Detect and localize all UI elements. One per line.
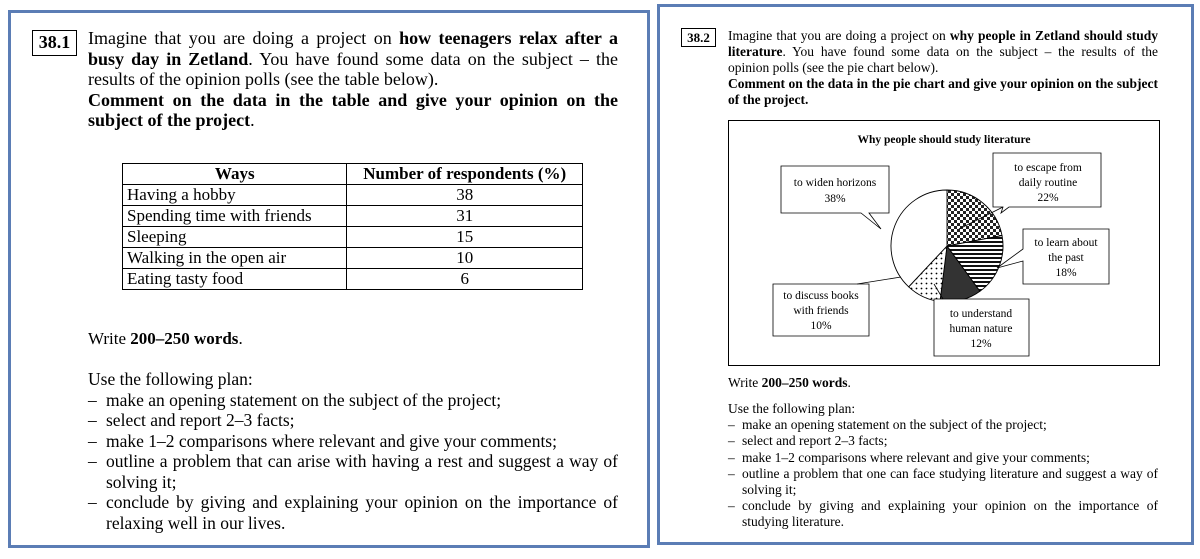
plan-item: – outline a problem that can arise with having a rest and suggest a way of solving it;: [88, 451, 618, 492]
word-count-line: Write 200–250 words.: [88, 329, 243, 348]
value-books: 10%: [810, 320, 832, 332]
value-widen-horizons: 38%: [824, 193, 846, 205]
intro-text: Imagine that you are doing a project on: [728, 28, 950, 43]
table-cell-way: Eating tasty food: [123, 269, 347, 290]
pie-chart-box: [728, 120, 1160, 366]
label-past-line1: to learn about: [1034, 237, 1098, 249]
plan-title: Use the following plan:: [88, 369, 253, 389]
word-count: 200–250 words: [761, 375, 848, 390]
plan-title: Use the following plan:: [728, 401, 856, 416]
callout-discuss-books: [773, 277, 901, 336]
label-escape-line1: to escape from: [1014, 162, 1082, 174]
plan-item: – make 1–2 comparisons where relevant and give your comments;: [88, 431, 618, 452]
table-cell-value: 38: [347, 185, 583, 206]
table-cell-way: Having a hobby: [123, 185, 347, 206]
callout-widen-horizons: [781, 166, 889, 229]
table-header-row: [123, 164, 583, 185]
table-cell-value: 31: [347, 206, 583, 227]
word-count-line-2: Write 200–250 words.: [728, 375, 851, 390]
project-topic: how teenagers relax after a busy day in Zetland: [88, 28, 619, 69]
table-header-respondents: Number of respondents (%): [347, 164, 583, 185]
ways-table: [122, 163, 583, 290]
plan-item: – make an opening statement on the subject of the project;: [728, 417, 1158, 433]
instruction-end: .: [250, 110, 255, 130]
plan-list: [88, 390, 618, 534]
intro-text: Imagine that you are doing a project on: [88, 28, 400, 48]
plan-item: – select and report 2–3 facts;: [728, 433, 1158, 449]
label-books-line2: with friends: [793, 305, 849, 317]
callout-learn-past: [997, 229, 1109, 284]
task-number-38-1: 38.1: [32, 30, 77, 56]
plan-section-2: [728, 401, 1158, 531]
table-row: [123, 248, 583, 269]
pie-slices: [891, 190, 1003, 302]
intro-text-end: . You have found some data on the subject – the results of the opinion polls (see the table below).: [88, 48, 618, 89]
label-past-line2: the past: [1048, 252, 1084, 264]
table-cell-way: Sleeping: [123, 227, 347, 248]
instruction: Comment on the data in the table and give your opinion on the subject of the project: [88, 89, 618, 130]
plan-item: – conclude by giving and explaining your opinion on the importance of studying literature.: [728, 498, 1158, 530]
table-cell-value: 6: [347, 269, 583, 290]
table-row: [123, 227, 583, 248]
table-cell-way: Spending time with friends: [123, 206, 347, 227]
task-38-1-text: [88, 28, 618, 131]
task-number-38-2: 38.2: [681, 28, 716, 47]
chart-title: Why people should study literature: [857, 134, 1031, 146]
plan-item: – conclude by giving and explaining your opinion on the importance of relaxing well in our lives.: [88, 492, 618, 533]
table-cell-value: 15: [347, 227, 583, 248]
table-cell-value: 10: [347, 248, 583, 269]
value-past: 18%: [1055, 267, 1077, 279]
label-escape-line2: daily routine: [1018, 177, 1078, 189]
table-cell-way: Walking in the open air: [123, 248, 347, 269]
plan-item: – make 1–2 comparisons where relevant and give your comments;: [728, 450, 1158, 466]
project-topic: why people in Zetland should study literature: [728, 28, 1158, 59]
plan-item: – outline a problem that one can face studying literature and suggest a way of solving it;: [728, 466, 1158, 498]
label-nature-line1: to understand: [949, 308, 1013, 320]
plan-item: – make an opening statement on the subject of the project;: [88, 390, 618, 411]
plan-section: [88, 369, 618, 533]
instruction: Comment on the data in the pie chart and give your opinion on the subject of the project.: [728, 76, 1158, 107]
label-widen-horizons: to widen horizons: [793, 177, 877, 189]
value-escape: 22%: [1037, 192, 1059, 204]
word-count: 200–250 words: [130, 329, 239, 348]
table-header-ways: Ways: [123, 164, 347, 185]
label-books-line1: to discuss books: [783, 290, 859, 302]
label-nature-line2: human nature: [949, 323, 1013, 335]
plan-list: [728, 417, 1158, 530]
intro-text-end: . You have found some data on the subject – the results of the opinion polls (see the pie chart below).: [728, 44, 1158, 75]
plan-item: – select and report 2–3 facts;: [88, 410, 618, 431]
task-38-2-text: [728, 28, 1158, 108]
table-row: [123, 269, 583, 290]
table-row: [123, 206, 583, 227]
table-row: [123, 185, 583, 206]
pie-chart: [729, 121, 1159, 365]
value-nature: 12%: [970, 338, 992, 350]
